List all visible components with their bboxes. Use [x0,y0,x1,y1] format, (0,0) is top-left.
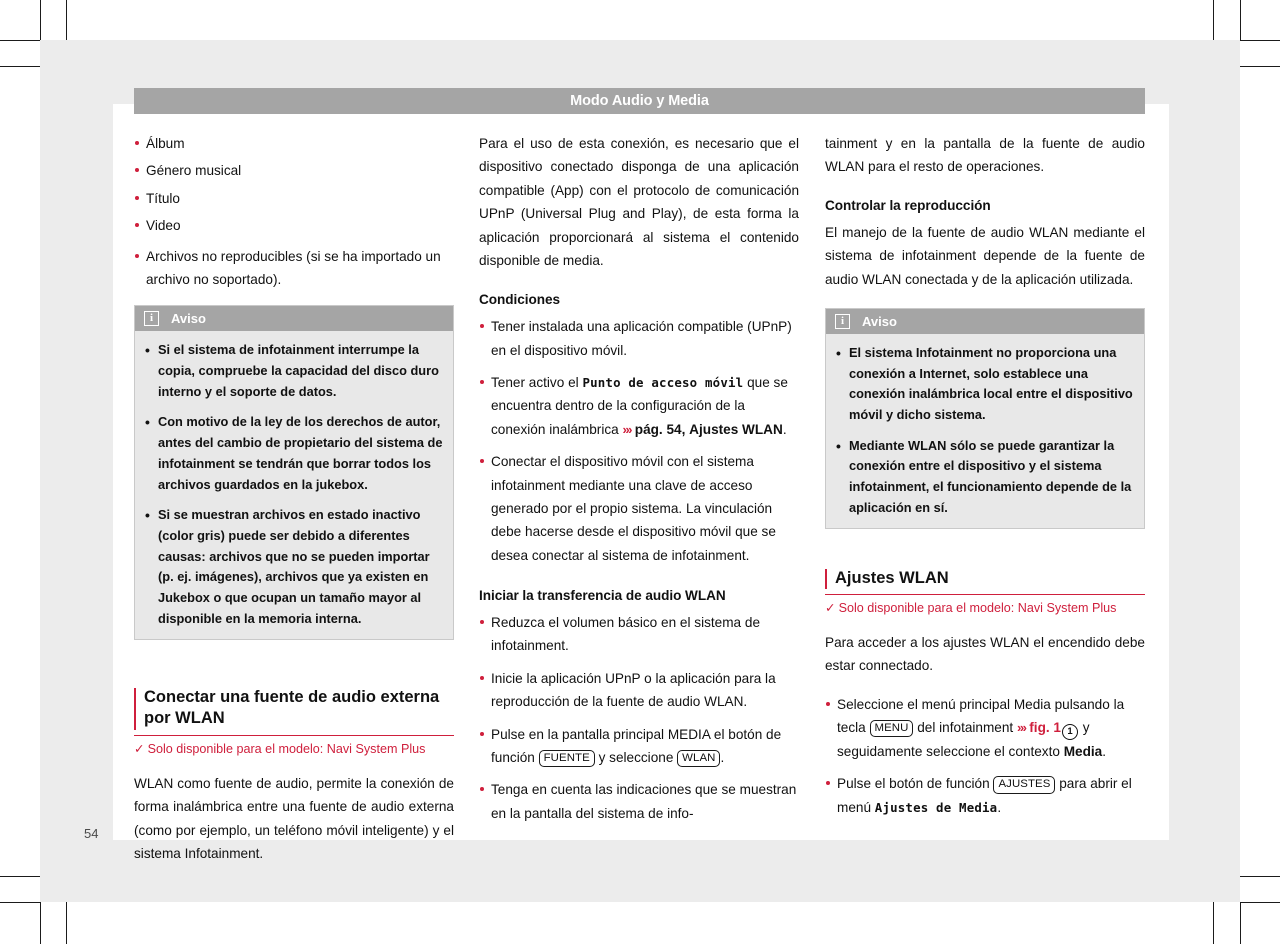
text: . [1102,743,1107,759]
cropmark-bottom-right-inner-horizontal [1240,902,1280,903]
list-item: Reduzca el volumen básico en el sistema de infotainment. [479,611,799,658]
note-box-header [135,306,453,331]
list-item-step-fuente [479,723,799,770]
function-key-menu[interactable]: MENU [870,720,914,737]
list-item: Inicie la aplicación UPnP o la aplicación para la reproducción de la fuente de audio WLAN. [479,667,799,714]
list-item: • Si el sistema de infotainment interrumpe la copia, compruebe la capacidad del disco duro interno y el soporte de datos. [145,340,443,402]
list-item: Archivos no reproducibles (si se ha importado un archivo no soportado). [134,245,454,292]
list-item: Álbum [134,132,454,155]
cropmark-bottom-right-inner-vertical [1240,902,1241,944]
text: para abrir el menú [837,776,1132,815]
cropmark-top-left-inner-vertical [40,0,41,40]
section-heading-wlan-source [134,687,454,737]
check-icon: ✓ [134,742,145,757]
wlan-settings-steps-list [825,693,1145,819]
cropmark-bottom-left-vertical [66,902,67,944]
list-item: • Si se muestran archivos en estado inactivo (color gris) puede ser debido a diferentes causas: archivos que no se pueden importar (p. ej. imágenes), archivos que ya existen en Jukebox o que ocupan un tamaño mayor al disponible en la memoria interna. [145,505,443,629]
column-left [134,132,454,878]
note-box-title: Aviso [171,311,206,327]
list-item: Conectar el dispositivo móvil con el sistema infotainment mediante una clave de acceso generado por el propio sistema. La vinculación debe hacerse desde el dispositivo móvil que se desea conectar al sistema de infotainment. [479,450,799,567]
list-item-step-menu [825,693,1145,764]
list-item-condition-hotspot [479,371,799,441]
check-icon: ✓ [825,601,836,616]
paragraph: Para acceder a los ajustes WLAN el encendido debe estar connectado. [825,635,1145,674]
note-box-body [826,334,1144,528]
reference-arrow-icon: ››› [1016,720,1026,736]
paragraph: Para el uso de esta conexión, es necesario que el dispositivo conectado disponga de una aplicación compatible (App) con el protocolo de comunicación UPnP (Universal Plug and Play), de esta forma la aplicación proporcionará al sistema el contenido disponible de media. [479,136,799,268]
running-title-text: Modo Audio y Media [570,93,709,109]
cropmark-bottom-left-horizontal [0,876,40,877]
mono-term: Punto de acceso móvil [582,375,744,390]
note-box-body [135,331,453,638]
text: . [997,799,1002,815]
note-box-header [826,309,1144,334]
transfer-steps-list [479,611,799,825]
function-key-ajustes[interactable]: AJUSTES [993,776,1055,793]
cropmark-bottom-left-inner-vertical [40,902,41,944]
list-item: • Con motivo de la ley de los derechos de autor, antes del cambio de propietario del sistema de infotainment se tendrán que borrar todos los archivos guardados en la jukebox. [145,412,443,495]
text: . [782,421,787,437]
cropmark-bottom-right-vertical [1213,902,1214,944]
three-column-layout [134,132,1145,861]
reference-arrow-icon: ››› [622,421,631,437]
cropmark-top-left-inner-horizontal [0,40,40,41]
info-icon: i [144,311,159,326]
reference-target[interactable]: Ajustes WLAN [689,421,783,437]
cropmark-top-right-horizontal [1240,66,1280,67]
subheading-condiciones: Condiciones [479,292,561,308]
cropmark-top-left-vertical [66,0,67,40]
mono-term: Ajustes de Media [874,799,998,815]
conditions-list [479,315,799,567]
list-item: Género musical [134,159,454,182]
text: Seleccione el menú principal Media pulsando la tecla [837,696,1125,736]
note-box-jukebox [134,305,454,639]
section-heading-text: Ajustes WLAN [835,568,949,587]
list-item-step-ajustes [825,772,1145,819]
cropmark-top-right-inner-horizontal [1240,40,1280,41]
function-key-wlan[interactable]: WLAN [677,750,720,767]
column-right [825,132,1145,828]
paragraph: tainment y en la pantalla de la fuente de audio WLAN para el resto de operaciones. [825,136,1145,175]
bold-term: Media [1063,743,1103,759]
section-heading-text: Conectar una fuente de audio externa por WLAN [144,687,440,728]
info-icon: i [835,314,850,329]
cropmark-bottom-right-horizontal [1240,876,1280,877]
function-key-fuente[interactable]: FUENTE [539,750,595,767]
availability-note [134,741,454,759]
list-item: • El sistema Infotainment no proporciona una conexión a Internet, solo establece una conexión inalámbrica local entre el dispositivo móvil y dicho sistema. [836,343,1134,426]
cropmark-top-right-inner-vertical [1240,0,1241,40]
cropmark-bottom-left-inner-horizontal [0,902,40,903]
text: Pulse el botón de función [837,776,994,792]
text: del infotainment [913,720,1017,736]
paragraph: WLAN como fuente de audio, permite la conexión de forma inalámbrica entre una fuente de audio externa (como por ejemplo, un teléfono móvil inteligente) y el sistema Infotainment. [134,775,454,861]
text: que se encuentra dentro de la configuración de la conexión inalámbrica [491,375,788,437]
page-number: 54 [84,826,99,841]
cropmark-top-right-vertical [1213,0,1214,40]
running-title-bar [134,88,1145,114]
page-reference[interactable]: pág. 54, [634,421,686,437]
text: . [720,749,725,765]
availability-note [825,600,1145,618]
note-box-title: Aviso [862,313,897,329]
subheading-iniciar-transferencia: Iniciar la transferencia de audio WLAN [479,588,726,603]
text: y seguidamente seleccione el contexto [837,720,1090,759]
column-middle [479,132,799,834]
list-item: Tener instalada una aplicación compatible (UPnP) en el dispositivo móvil. [479,315,799,362]
cropmark-top-left-horizontal [0,66,40,67]
text: Pulse en la pantalla principal MEDIA el botón de función [491,726,782,765]
text: y seleccione [594,749,678,765]
availability-note-text: Solo disponible para el modelo: Navi System Plus [147,742,426,757]
callout-number: 1 [1062,724,1078,740]
subheading-controlar-reproduccion: Controlar la reproducción [825,197,991,213]
section-heading-ajustes-wlan [825,568,1145,596]
figure-reference[interactable]: fig. 1 [1029,720,1061,736]
text: Tener activo el [491,375,583,390]
list-item: • Mediante WLAN sólo se puede garantizar la conexión entre el dispositivo y el sistema infotainment, el funcionamiento depende de la aplicación en sí. [836,436,1134,519]
list-item: Video [134,214,454,237]
media-category-list [134,132,454,291]
list-item: Título [134,187,454,210]
note-box-wlan [825,308,1145,529]
list-item: Tenga en cuenta las indicaciones que se muestran en la pantalla del sistema de info- [479,778,799,825]
paragraph: El manejo de la fuente de audio WLAN mediante el sistema de infotainment depende de la fuente de audio WLAN conectada y de la aplicación utilizada. [825,224,1145,287]
availability-note-text: Solo disponible para el modelo: Navi System Plus [838,601,1117,616]
